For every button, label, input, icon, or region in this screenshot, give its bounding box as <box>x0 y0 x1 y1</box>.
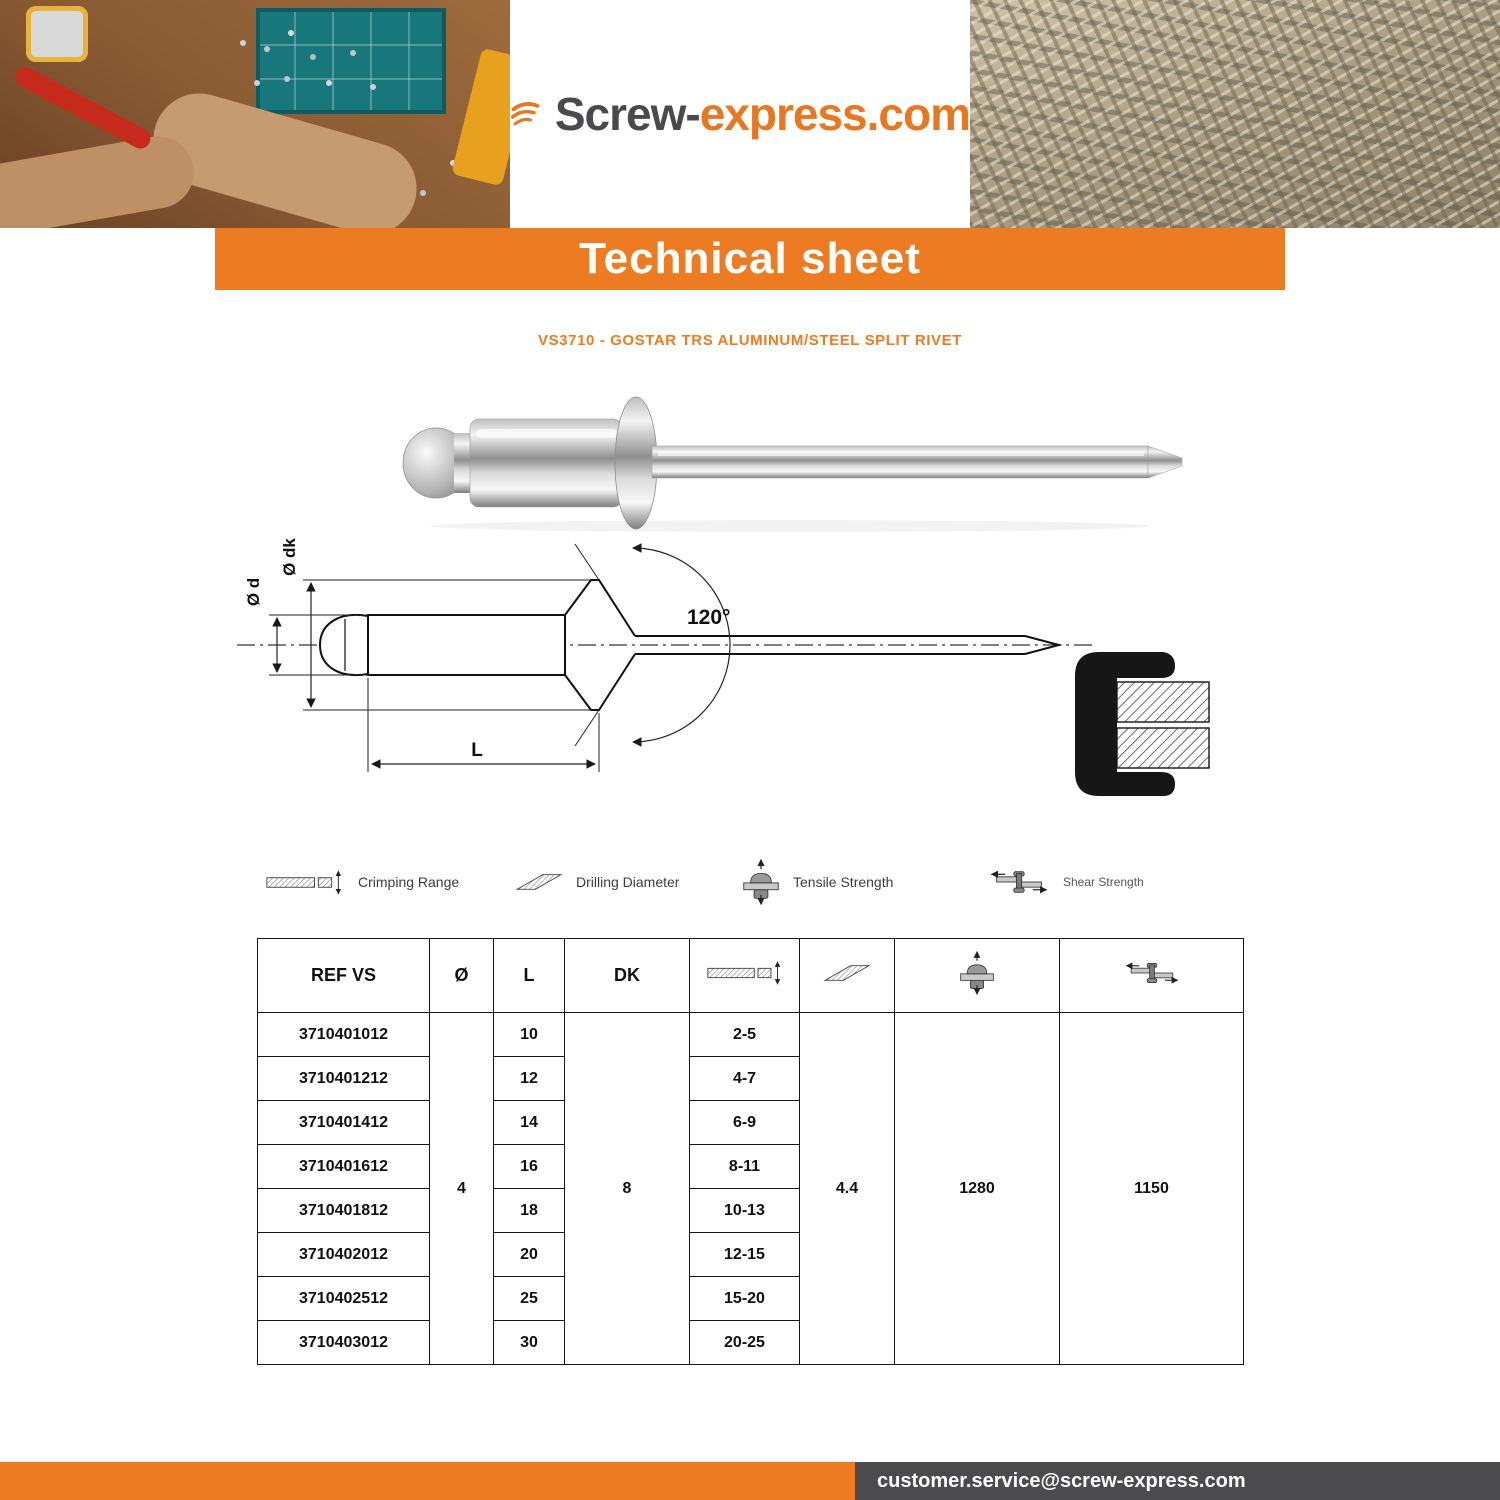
header-ref: REF VS <box>258 939 430 1013</box>
customer-service-email-link[interactable]: customer.service@screw-express.com <box>877 1469 1246 1492</box>
length-cell: 20 <box>494 1233 565 1277</box>
logo-swoosh-icon <box>510 85 541 143</box>
drilling-diameter-icon <box>515 872 563 892</box>
screws-pile-photo <box>970 0 1500 228</box>
logo-text <box>555 87 970 141</box>
banner <box>215 228 1285 290</box>
header-dk: DK <box>565 939 690 1013</box>
shear-strength-icon <box>1123 961 1181 985</box>
legend <box>0 856 1500 908</box>
legend-item-drilling-diameter <box>515 856 679 908</box>
logo-text-dark: Screw- <box>554 88 700 140</box>
dim-d-label: Ø d <box>244 577 263 607</box>
legend-label: Crimping Range <box>358 874 460 890</box>
length-cell: 30 <box>494 1321 565 1365</box>
crimp-cell: 12-15 <box>690 1233 800 1277</box>
tensile-strength-icon <box>742 857 780 907</box>
footer-orange-bar <box>0 1462 855 1500</box>
tensile-strength-icon <box>959 949 995 997</box>
legend-label: Tensile Strength <box>793 874 894 890</box>
ref-cell: 3710403012 <box>258 1321 430 1365</box>
footer-dark-bar <box>855 1462 1500 1500</box>
length-cell: 18 <box>494 1189 565 1233</box>
legend-item-shear-strength <box>988 856 1144 908</box>
ref-cell: 3710401012 <box>258 1013 430 1057</box>
logo-text-orange: express.com <box>699 88 970 140</box>
logo <box>510 0 970 228</box>
product-photo <box>390 385 1190 535</box>
shear-merged-cell: 1150 <box>1060 1013 1244 1365</box>
tensile-merged-cell: 1280 <box>895 1013 1060 1365</box>
length-cell: 10 <box>494 1013 565 1057</box>
ref-cell: 3710401212 <box>258 1057 430 1101</box>
screws-dots-decor <box>240 40 246 46</box>
length-cell: 16 <box>494 1145 565 1189</box>
tape-measure-decor <box>26 6 88 62</box>
banner-title: Technical sheet <box>579 234 921 283</box>
crimp-cell: 20-25 <box>690 1321 800 1365</box>
screwdriver-decor <box>12 64 154 152</box>
header-crimping-range <box>690 939 800 1013</box>
angle-label: 120° <box>687 606 731 629</box>
diameter-merged-cell: 4 <box>430 1013 494 1365</box>
crimp-cell: 10-13 <box>690 1189 800 1233</box>
header-length: L <box>494 939 565 1013</box>
technical-drawing <box>225 532 1280 827</box>
ref-cell: 3710402512 <box>258 1277 430 1321</box>
table-header-row <box>258 939 1244 1013</box>
tool-decor <box>451 48 510 187</box>
crimp-cell: 6-9 <box>690 1101 800 1145</box>
header-drilling-diameter <box>800 939 895 1013</box>
legend-item-crimping-range <box>265 856 459 908</box>
crimping-range-icon <box>265 869 345 896</box>
dim-length-label: L <box>471 740 483 761</box>
drilling-merged-cell: 4.4 <box>800 1013 895 1365</box>
ref-cell: 3710401612 <box>258 1145 430 1189</box>
length-cell: 14 <box>494 1101 565 1145</box>
organizer-box-decor <box>256 8 446 114</box>
crimp-cell: 15-20 <box>690 1277 800 1321</box>
shear-strength-icon <box>988 869 1050 895</box>
table-row <box>258 1013 1244 1057</box>
product-title: VS3710 - GOSTAR TRS ALUMINUM/STEEL SPLIT RIVET <box>537 332 963 349</box>
ref-cell: 3710401412 <box>258 1101 430 1145</box>
drilling-diameter-icon <box>823 963 871 983</box>
length-cell: 25 <box>494 1277 565 1321</box>
header-shear-strength <box>1060 939 1244 1013</box>
length-cell: 12 <box>494 1057 565 1101</box>
spec-table <box>257 938 1244 1365</box>
crimp-cell: 8-11 <box>690 1145 800 1189</box>
legend-item-tensile-strength <box>742 856 893 908</box>
dim-dk-label: Ø dk <box>280 538 299 576</box>
ref-cell: 3710402012 <box>258 1233 430 1277</box>
header-tensile-strength <box>895 939 1060 1013</box>
hand-decor <box>0 131 200 228</box>
ref-cell: 3710401812 <box>258 1189 430 1233</box>
legend-label: Drilling Diameter <box>576 874 680 890</box>
crimp-cell: 2-5 <box>690 1013 800 1057</box>
legend-label: Shear Strength <box>1063 875 1144 889</box>
workbench-photo <box>0 0 510 228</box>
crimping-range-icon <box>706 960 784 986</box>
header-diameter: Ø <box>430 939 494 1013</box>
dk-merged-cell: 8 <box>565 1013 690 1365</box>
footer <box>0 1462 1500 1500</box>
crimp-cell: 4-7 <box>690 1057 800 1101</box>
